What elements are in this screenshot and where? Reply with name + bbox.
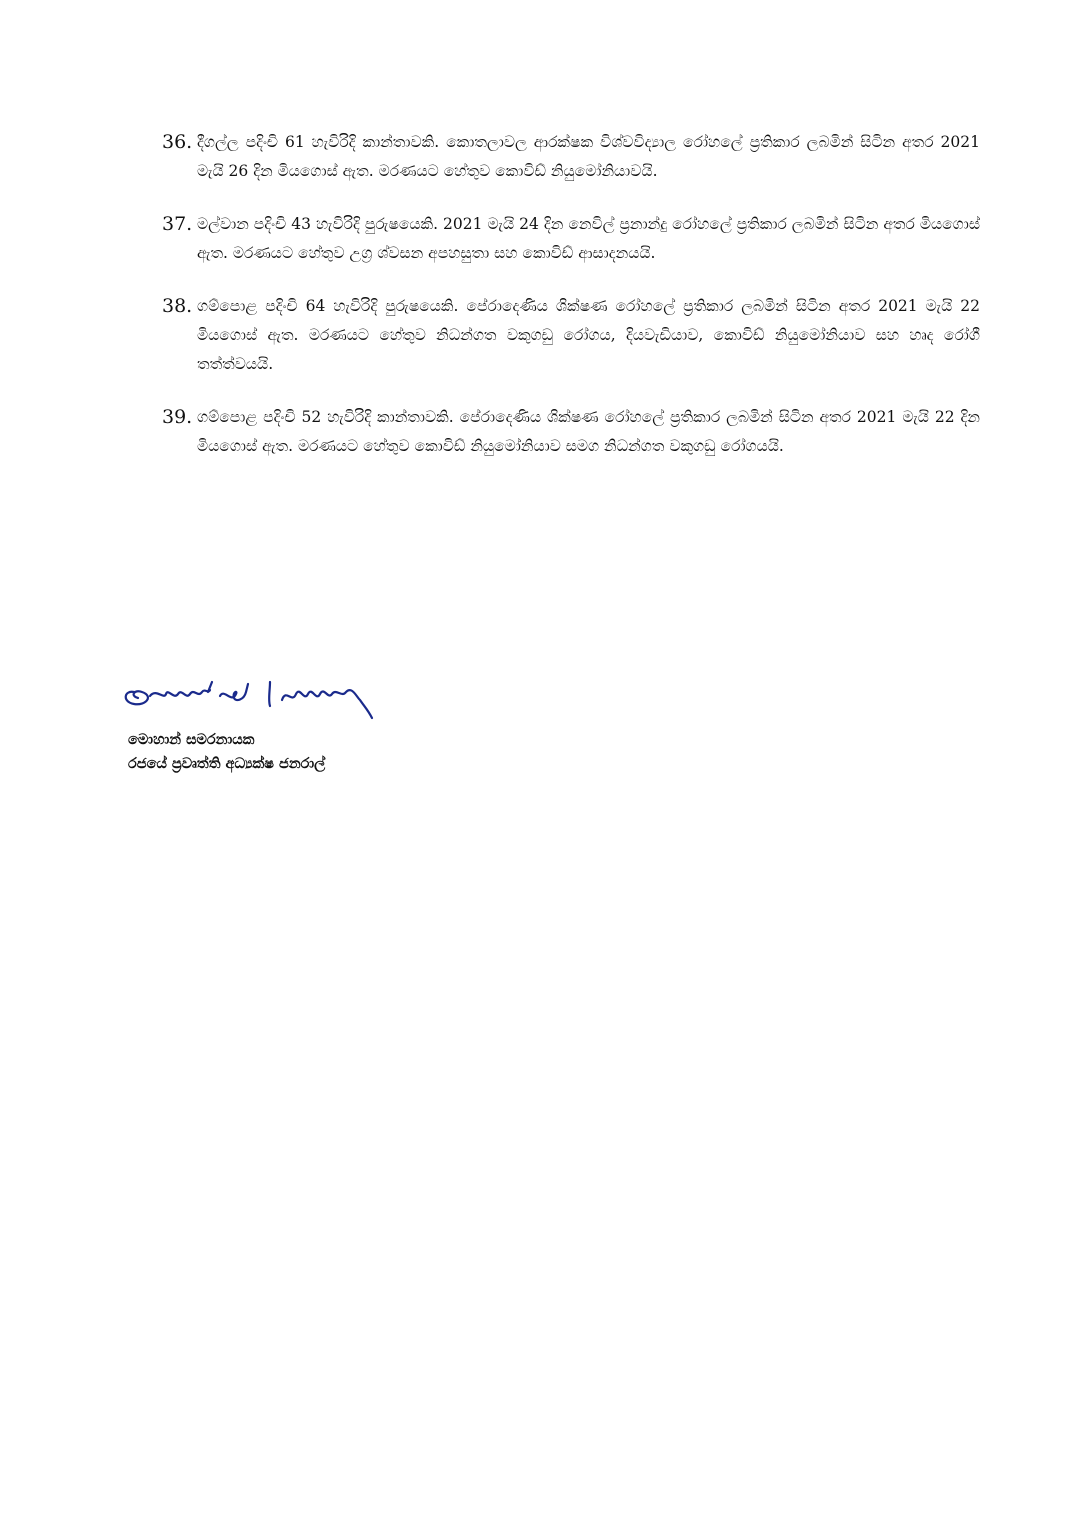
list-item xyxy=(162,403,980,461)
item-number: 39. xyxy=(162,406,193,428)
list-item xyxy=(162,128,980,186)
item-text: ගම්පොළ පදිංචි 52 හැවිරිදි කාන්තාවකි. පේරාදෙණිය ශික්ෂණ රෝහලේ ප්‍රතිකාර ලබමින් සිටින අතර 2021 මැයි 22 දින මියගොස් ඇත. මරණයට හේතුව කොවිඩ් නියුමෝනියාව සමග නිධන්ගත වකුගඩු රෝගයයි. xyxy=(197,408,980,455)
death-report-list xyxy=(162,128,980,485)
item-number: 37. xyxy=(162,213,193,235)
item-text: ගම්පොළ පදිංචි 64 හැවිරිදි පුරුෂයෙකි. පේරාදෙණිය ශික්ෂණ රෝහලේ ප්‍රතිකාර ලබමින් සිටින අතර 2021 මැයි 22 මියගොස් ඇත. මරණයට හේතුව නිධන්ගත වකුගඩු රෝගය, දියවැඩියාව, කොවිඩ් නියුමෝනියාව සහ හෘද රෝගී තත්ත්වයයි. xyxy=(197,297,980,373)
item-text: දීගල්ල පදිංචි 61 හැවිරිදි කාන්තාවකි. කොතලාවල ආරක්ෂක විශ්වවිද්‍යාල රෝහලේ ප්‍රතිකාර ලබමින් සිටින අතර 2021 මැයි 26 දින මියගොස් ඇත. මරණයට හේතුව කොවිඩ් නියුමෝනියාවයි. xyxy=(197,133,980,180)
list-item xyxy=(162,210,980,268)
signer-title: රජයේ ප්‍රවෘත්ති අධ්‍යක්ෂ ජනරාල් xyxy=(128,756,326,772)
item-text: මල්වාන පදිංචි 43 හැවිරිදි පුරුෂයෙකි. 2021 මැයි 24 දින නෙවිල් ප්‍රනාන්දු රෝහලේ ප්‍රතිකාර ලබමින් සිටින අතර මියගොස් ඇත. මරණයට හේතුව උග්‍ර ශ්වසන අපහසුතා සහ කොවිඩ් ආසාදනයයි. xyxy=(197,215,980,262)
signer-name: මොහාන් සමරනායක xyxy=(128,732,255,748)
item-number: 38. xyxy=(162,295,193,317)
item-number: 36. xyxy=(162,131,193,153)
signature-block xyxy=(128,728,325,776)
handwritten-signature xyxy=(120,670,410,730)
list-item xyxy=(162,292,980,379)
